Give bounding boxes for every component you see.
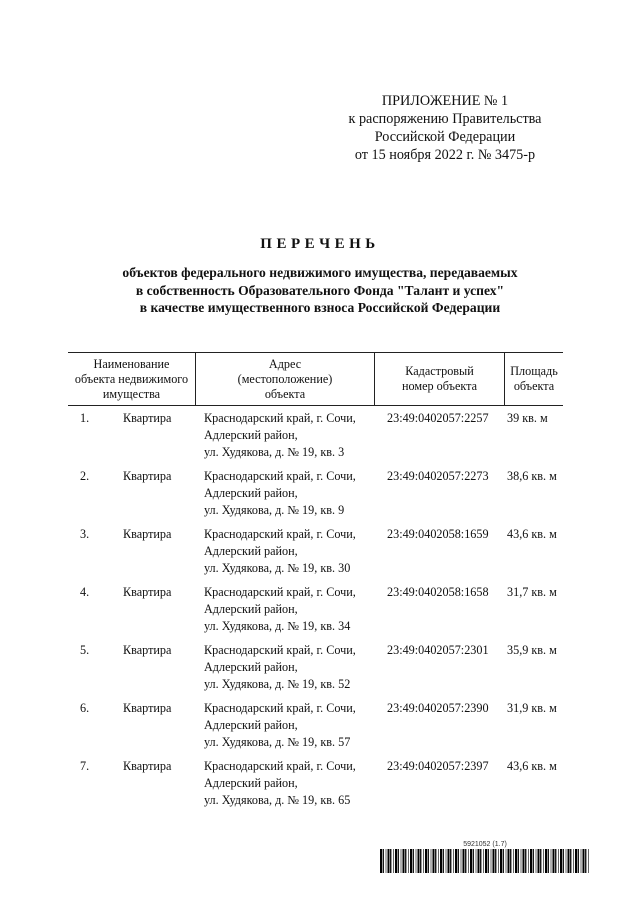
appendix-reference: к распоряжению Правительства <box>348 111 542 127</box>
table-body <box>0 410 640 816</box>
barcode-icon <box>380 849 590 873</box>
row-number: 2. <box>80 469 90 483</box>
row-number: 6. <box>80 701 90 715</box>
subtitle-line: в качестве имущественного взноса Российской Федерации <box>139 300 501 315</box>
row-object-type: Квартира <box>123 585 172 599</box>
table-row <box>0 584 640 642</box>
header-address: Адрес (местоположение) объекта <box>196 353 375 405</box>
row-area: 39 кв. м <box>507 411 548 425</box>
document-subtitle <box>60 264 580 317</box>
barcode-label: 5921052 (1.7) <box>463 841 507 848</box>
row-number: 7. <box>80 759 90 773</box>
row-cadastral-number: 23:49:0402057:2390 <box>387 701 489 715</box>
header-area: Площадь объекта <box>510 364 558 393</box>
row-area: 43,6 кв. м <box>507 527 557 541</box>
row-cadastral-number: 23:49:0402058:1659 <box>387 527 489 541</box>
row-cadastral-number: 23:49:0402057:2273 <box>387 469 489 483</box>
table-row <box>0 700 640 758</box>
row-area: 31,9 кв. м <box>507 701 557 715</box>
header-object-name: Наименование объекта недвижимого имущества <box>68 353 196 405</box>
appendix-title: ПРИЛОЖЕНИЕ № 1 <box>381 93 509 109</box>
row-cadastral-number: 23:49:0402057:2257 <box>387 411 489 425</box>
row-address: Краснодарский край, г. Сочи, Адлерский район, ул. Худякова, д. № 19, кв. 57 <box>204 701 356 749</box>
row-object-type: Квартира <box>123 411 172 425</box>
row-number: 3. <box>80 527 90 541</box>
appendix-authority: Российской Федерации <box>374 129 516 145</box>
row-address: Краснодарский край, г. Сочи, Адлерский район, ул. Худякова, д. № 19, кв. 65 <box>204 759 356 807</box>
row-object-type: Квартира <box>123 527 172 541</box>
subtitle-line: объектов федерального недвижимого имущества, передаваемых <box>122 265 518 280</box>
row-number: 4. <box>80 585 90 599</box>
document-title: ПЕРЕЧЕНЬ <box>260 236 380 252</box>
row-object-type: Квартира <box>123 701 172 715</box>
subtitle-line: в собственность Образовательного Фонда "Талант и успех" <box>135 282 505 298</box>
row-object-type: Квартира <box>123 469 172 483</box>
row-number: 5. <box>80 643 90 657</box>
row-number: 1. <box>80 411 90 425</box>
table-row <box>0 758 640 816</box>
row-address: Краснодарский край, г. Сочи, Адлерский район, ул. Худякова, д. № 19, кв. 34 <box>204 585 356 633</box>
header-cadastral-number: Кадастровый номер объекта <box>375 353 505 405</box>
appendix-date-number: от 15 ноября 2022 г. № 3475-р <box>354 147 536 163</box>
row-area: 43,6 кв. м <box>507 759 557 773</box>
table-row <box>0 526 640 584</box>
table-row <box>0 410 640 468</box>
table-header <box>68 352 563 406</box>
row-address: Краснодарский край, г. Сочи, Адлерский район, ул. Худякова, д. № 19, кв. 9 <box>204 469 356 517</box>
row-area: 35,9 кв. м <box>507 643 557 657</box>
row-address: Краснодарский край, г. Сочи, Адлерский район, ул. Худякова, д. № 19, кв. 3 <box>204 411 356 459</box>
row-object-type: Квартира <box>123 759 172 773</box>
row-cadastral-number: 23:49:0402057:2397 <box>387 759 489 773</box>
row-object-type: Квартира <box>123 643 172 657</box>
row-area: 38,6 кв. м <box>507 469 557 483</box>
barcode-block <box>380 840 590 873</box>
row-address: Краснодарский край, г. Сочи, Адлерский район, ул. Худякова, д. № 19, кв. 52 <box>204 643 356 691</box>
row-cadastral-number: 23:49:0402058:1658 <box>387 585 489 599</box>
row-cadastral-number: 23:49:0402057:2301 <box>387 643 489 657</box>
row-address: Краснодарский край, г. Сочи, Адлерский район, ул. Худякова, д. № 19, кв. 30 <box>204 527 356 575</box>
row-area: 31,7 кв. м <box>507 585 557 599</box>
table-row <box>0 642 640 700</box>
table-row <box>0 468 640 526</box>
appendix-block <box>330 92 560 164</box>
